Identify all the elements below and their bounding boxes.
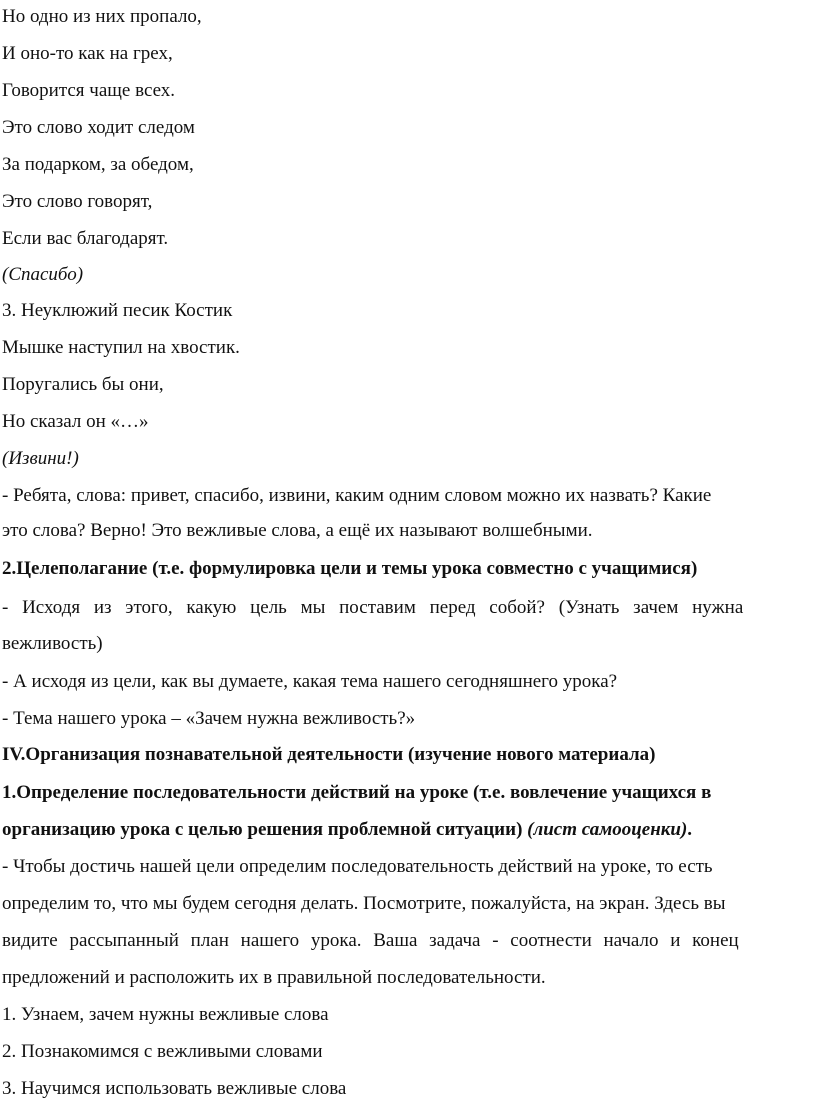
subsection-heading-period: . xyxy=(687,819,693,840)
poem-line: Если вас благодарят. xyxy=(2,228,169,249)
paragraph-line: - Исходя из этого, какую цель мы поставим перед собой? (Узнать зачем нужна xyxy=(2,597,744,618)
riddle-answer: (Спасибо) xyxy=(2,264,84,285)
paragraph-line: - Чтобы достичь нашей цели определим последовательность действий на уроке, то есть xyxy=(2,856,713,877)
subsection-heading: 1.Определение последовательности действий на уроке (т.е. вовлечение учащихся в xyxy=(2,782,712,803)
paragraph-line: - Ребята, слова: привет, спасибо, извини, каким одним словом можно их назвать? Какие xyxy=(2,485,712,506)
poem-line: За подарком, за обедом, xyxy=(2,154,194,175)
poem-line: Это слово говорят, xyxy=(2,191,153,212)
paragraph-line: - Тема нашего урока – «Зачем нужна вежливость?» xyxy=(2,708,416,729)
poem-line: 3. Неуклюжий песик Костик xyxy=(2,300,233,321)
paragraph-line: - А исходя из цели, как вы думаете, какая тема нашего сегодняшнего урока? xyxy=(2,671,618,692)
section-heading: 2.Целеполагание (т.е. формулировка цели и темы урока совместно с учащимися) xyxy=(2,558,698,579)
poem-line: Но одно из них пропало, xyxy=(2,6,202,27)
plan-item: 2. Познакомимся с вежливыми словами xyxy=(2,1041,323,1062)
subsection-heading-continued xyxy=(0,816,816,844)
paragraph-line: предложений и расположить их в правильной последовательности. xyxy=(2,967,546,988)
section-heading: IV.Организация познавательной деятельности (изучение нового материала) xyxy=(2,744,656,765)
riddle-answer: (Извини!) xyxy=(2,448,79,469)
plan-item: 1. Узнаем, зачем нужны вежливые слова xyxy=(2,1004,329,1025)
poem-line: И оно-то как на грех, xyxy=(2,43,173,64)
subsection-heading-text: организацию урока с целью решения проблемной ситуации) xyxy=(2,819,523,840)
poem-line: Это слово ходит следом xyxy=(2,117,195,138)
poem-line: Поругались бы они, xyxy=(2,374,164,395)
paragraph-line: видите рассыпанный план нашего урока. Ваша задача - соотнести начало и конец xyxy=(2,930,739,951)
paragraph-line: определим то, что мы будем сегодня делать. Посмотрите, пожалуйста, на экран. Здесь вы xyxy=(2,893,726,914)
plan-item: 3. Научимся использовать вежливые слова xyxy=(2,1078,347,1099)
paragraph-line: вежливость) xyxy=(2,633,103,654)
poem-line: Мышке наступил на хвостик. xyxy=(2,337,240,358)
paragraph-line: это слова? Верно! Это вежливые слова, а ещё их называют волшебными. xyxy=(2,520,593,541)
subsection-heading-note: (лист самооценки) xyxy=(527,819,688,840)
poem-line: Говорится чаще всех. xyxy=(2,80,176,101)
poem-line: Но сказал он «…» xyxy=(2,411,149,432)
